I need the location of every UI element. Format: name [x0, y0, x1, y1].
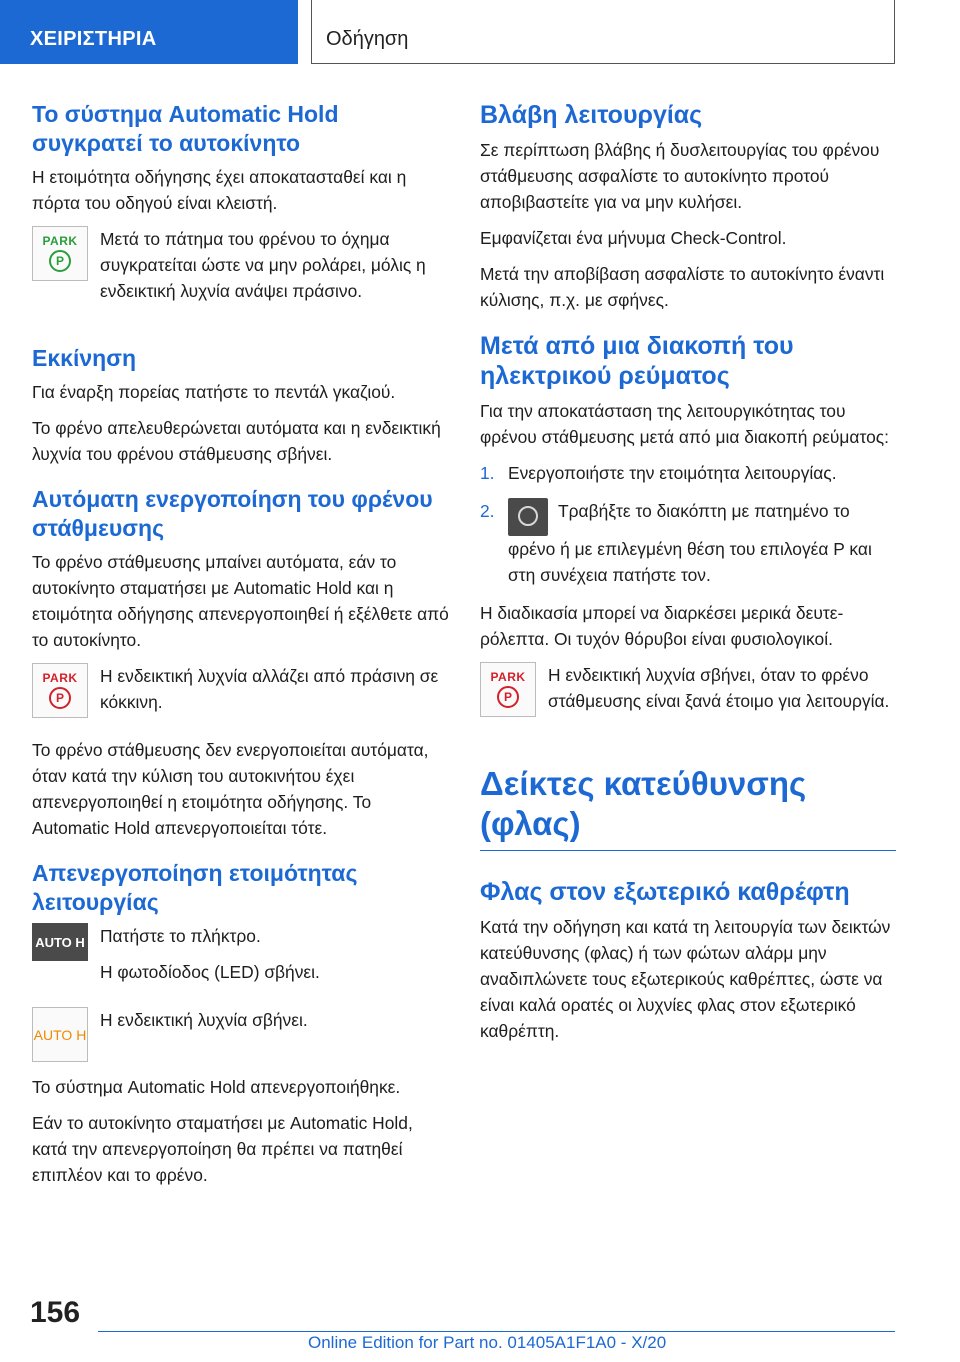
paragraph: Το φρένο απελευθερώνεται αυτόματα και η ενδεικτική λυχνία του φρένου στάθμευσης σβήνει. [32, 418, 441, 464]
park-green-icon: PARK P [32, 226, 88, 281]
paragraph: Η διαδικασία μπορεί να διαρκέσει μερικά δευτερόλεπτα. Οι τυχόν θόρυβοι είναι φυσιολογικοί. [480, 603, 844, 649]
list-item: 2. Τραβήξτε το διακόπτη με πατημένο το φρένο ή με επιλεγμένη θέση του επιλογέα P και στη συνέχεια πατήστε τον. [480, 498, 896, 588]
left-column [32, 100, 452, 1198]
indicator-row-auto-h [32, 1007, 452, 1062]
page-number: 156 [30, 1296, 81, 1329]
indicator-row-park-red [32, 663, 452, 725]
steps-list [480, 460, 896, 588]
list-item: 1. Ενεργοποιήστε την ετοιμότητα λειτουργίας. [480, 463, 837, 483]
paragraph: Πατήστε το πλήκτρο. [100, 926, 261, 946]
paragraph: Μετά το πάτημα του φρένου το όχημα συγκρατείται ώστε να μην ρολάρει, μόλις η ενδεικτική λυχνία ανάψει πράσινο. [100, 229, 426, 301]
auto-h-button-icon: AUTO H [32, 923, 88, 961]
footer-edition: Online Edition for Part no. 01405A1F1A0 - X/20 [308, 1333, 667, 1352]
footer-divider [98, 1331, 895, 1332]
heading-deactivation: Απενεργοποίηση ετοιμότητας λειτουργίας [32, 860, 358, 915]
paragraph: Η ενδεικτική λυχνία σβήνει. [100, 1010, 308, 1030]
right-column [480, 100, 896, 1054]
heading-auto-activation: Αυτόματη ενεργοποίηση του φρένου στάθμευσης [32, 486, 433, 541]
paragraph: Η φωτοδίοδος (LED) σβήνει. [100, 962, 320, 982]
paragraph: Η ενδεικτική λυχνία αλλάζει από πράσινη σε κόκκινη. [100, 666, 439, 712]
heading-start: Εκκίνηση [32, 345, 137, 371]
chapter-title: Οδήγηση [311, 0, 895, 64]
paragraph: Η ενδεικτική λυχνία σβήνει, όταν το φρένο στάθμευσης είναι ξανά έτοιμο για λειτουργία. [548, 665, 890, 711]
auto-h-indicator-icon: AUTO H [32, 1007, 88, 1062]
button-row-auto-h [32, 923, 452, 995]
paragraph: Το φρένο στάθμευσης δεν ενεργοποιείται αυτόματα, όταν κατά την κύλιση του αυτοκινήτου έχει απενεργοποιηθεί η ετοιμότητα οδήγησης. Το Automatic Hold απενεργοποιείται τότε. [32, 740, 429, 838]
indicator-row-park-red [480, 662, 896, 724]
parking-brake-switch-icon [508, 498, 548, 536]
park-red-icon: PARK P [32, 663, 88, 718]
section-heading-turn-signals: Δείκτες κατεύθυνσης (φλας) [480, 764, 896, 851]
paragraph: Το φρένο στάθμευσης μπαίνει αυτόματα, εάν το αυτοκίνητο σταματήσει με Automatic Hold και η ετοιμότητα οδήγησης απενεργοποιηθεί ή εξέλθετε από το αυτοκίνητο. [32, 552, 449, 650]
section-tab: ΧΕΙΡΙΣΤΗΡΙΑ [0, 0, 298, 64]
heading-power-interruption: Μετά από μια διακοπή του ηλεκτρικού ρεύματος [480, 332, 794, 390]
paragraph: Σε περίπτωση βλάβης ή δυσλειτουργίας του φρένου στάθμευσης ασφαλίστε το αυτοκίνητο προτού αποβιβαστείτε για να μην κυλήσει. [480, 140, 880, 212]
heading-mirror-signals: Φλας στον εξωτερικό καθρέφτη [480, 878, 850, 906]
heading-fault: Βλάβη λειτουργίας [480, 101, 703, 129]
paragraph: Η ετοιμότητα οδήγησης έχει αποκατασταθεί και η πόρτα του οδηγού είναι κλειστή. [32, 167, 407, 213]
paragraph: Εμφανίζεται ένα μήνυμα Check-Control. [480, 228, 787, 248]
paragraph: Εάν το αυτοκίνητο σταματήσει με Automatic Hold, κατά την απενεργοποίηση θα πρέπει να πατηθεί επιπλέον και το φρένο. [32, 1113, 413, 1185]
paragraph: Το σύστημα Automatic Hold απενεργοποιήθηκε. [32, 1077, 401, 1097]
paragraph: Για έναρξη πορείας πατήστε το πεντάλ γκαζιού. [32, 382, 396, 402]
paragraph: Μετά την αποβίβαση ασφαλίστε το αυτοκίνητο έναντι κύλισης, π.χ. με σφήνες. [480, 264, 885, 310]
park-red-icon: PARK P [480, 662, 536, 717]
heading-automatic-hold: Το σύστημα Automatic Hold συγκρατεί το αυτοκίνητο [32, 101, 339, 156]
paragraph: Κατά την οδήγηση και κατά τη λειτουργία των δεικτών κατεύθυνσης (φλας) ή των φώτων αλάρμ μην αναδιπλώνετε τους εξωτερικούς καθρέπτες, ώστε να είναι καλά ορατές οι λυχνίες φλας στον εξωτερικό καθρέπτη. [480, 917, 891, 1041]
paragraph: Για την αποκατάσταση της λειτουργικότητας του φρένου στάθμευσης μετά από μια διακοπή ρεύματος: [480, 401, 889, 447]
indicator-row-park-green [32, 226, 452, 314]
